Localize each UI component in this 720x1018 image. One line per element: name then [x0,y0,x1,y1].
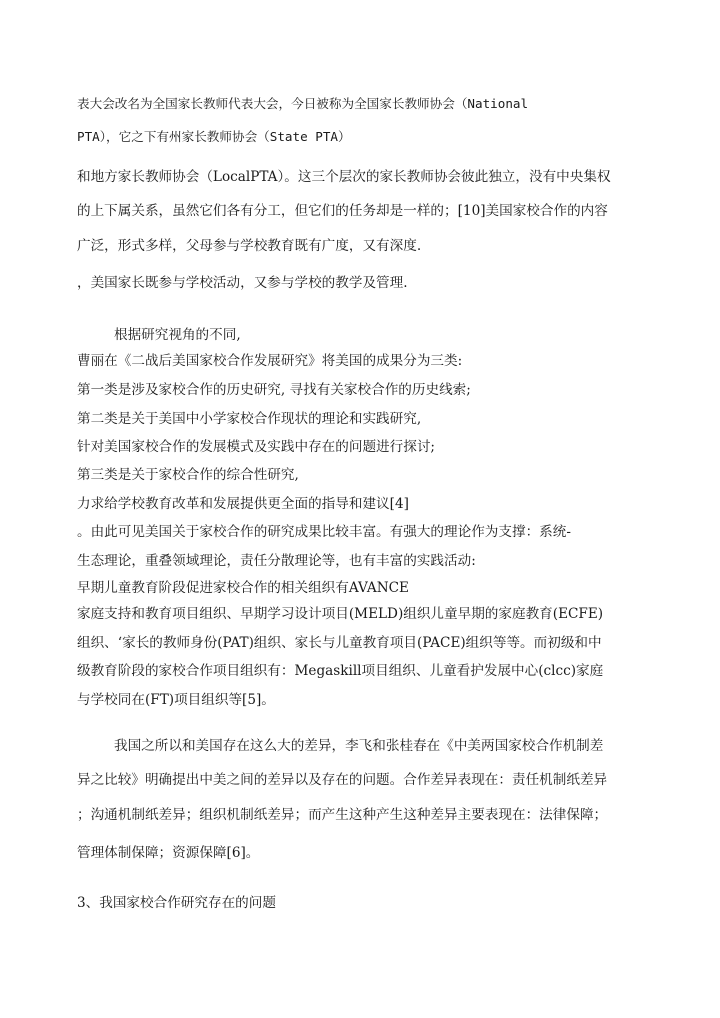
text-line: PTA），它之下有州家长教师协会（State PTA） [77,129,351,144]
text-line: 级教育阶段的家校合作项目组织有：Megaskill项目组织、儿童看护发展中心(clcc)家庭 [77,663,604,679]
text-line: 组织、‘家长的教师身份(PAT)组织、家长与儿童教育项目(PACE)组织等等。而初级和中 [77,635,602,651]
text-line: ；沟通机制纸差异；组织机制纸差异；而产生这种产生这种差异主要表现在：法律保障； [77,807,608,823]
text-line: 。由此可见美国关于家校合作的研究成果比较丰富。有强大的理论作为支撑：系统- [77,524,571,540]
text-line: ，美国家长既参与学校活动，又参与学校的教学及管理. [77,275,408,291]
paragraph-start: 根据研究视角的不同, [114,327,241,343]
text-line: 和地方家长教师协会（LocalPTA）。这三个层次的家长教师协会彼此独立，没有中央集权 [77,169,611,185]
text-line: 力求给学校教育改革和发展提供更全面的指导和建议[4] [77,496,409,512]
text-line: 生态理论，重叠领域理论，责任分散理论等，也有丰富的实践活动: [77,553,476,569]
text-line: 曹丽在《二战后美国家校合作发展研究》将美国的成果分为三类: [77,353,463,369]
text-line: 的上下属关系，虽然它们各有分工，但它们的任务却是一样的；[10]美国家校合作的内容 [77,203,608,219]
text-line: 管理体制保障；资源保障[6]。 [77,845,260,861]
text-line: 早期儿童教育阶段促进家校合作的相关组织有AVANCE [77,580,409,596]
text-line: 家庭支持和教育项目组织、早期学习设计项目(MELD)组织儿童早期的家庭教育(ECFE) [77,606,604,622]
text-line: 针对美国家校合作的发展模式及实践中存在的问题进行探讨; [77,439,436,455]
text-line: 表大会改名为全国家长教师代表大会，今日被称为全国家长教师协会（National [77,96,529,111]
text-line: 第三类是关于家校合作的综合性研究, [77,467,299,483]
text-line: 第一类是涉及家校合作的历史研究, 寻找有关家校合作的历史线索; [77,382,471,398]
paragraph-start: 我国之所以和美国存在这么大的差异，李飞和张桂春在《中美两国家校合作机制差 [114,738,604,754]
text-line: 与学校同在(FT)项目组织等[5]。 [77,692,275,708]
text-line: 广泛，形式多样，父母参与学校教育既有广度，又有深度. [77,238,422,254]
text-line: 异之比较》明确提出中美之间的差异以及存在的问题。合作差异表现在：责任机制纸差异 [77,772,608,788]
section-heading: 3、我国家校合作研究存在的问题 [77,895,276,911]
text-line: 第二类是关于美国中小学家校合作现状的理论和实践研究, [77,411,422,427]
